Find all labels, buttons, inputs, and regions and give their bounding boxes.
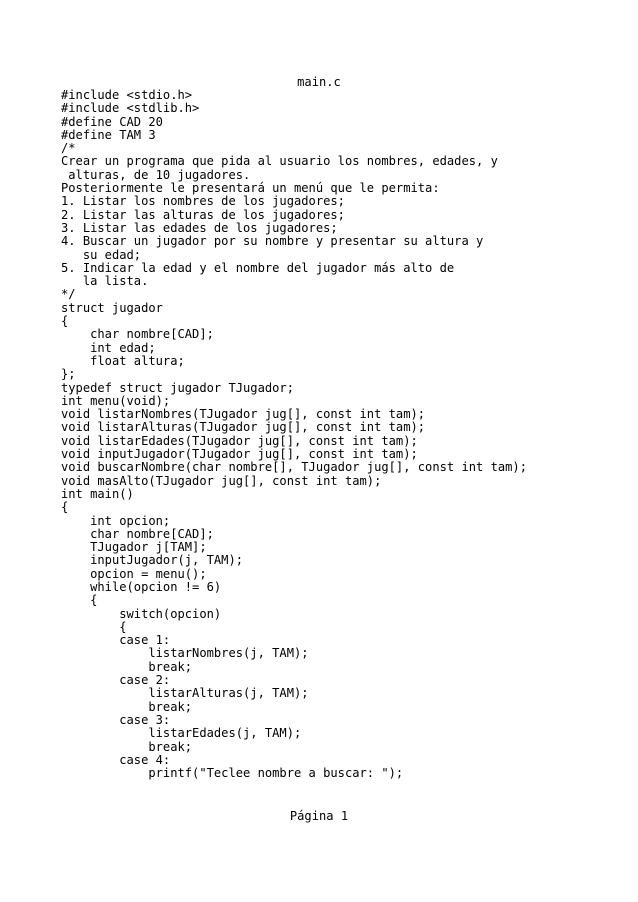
code-line: int main() [61, 486, 134, 501]
code-line: case 4: [61, 752, 171, 767]
code-line: case 1: [61, 633, 171, 648]
page-number: Página 1 [289, 809, 349, 823]
code-line: 2. Listar las alturas de los jugadores; [61, 207, 345, 222]
code-line: char nombre[CAD]; [61, 327, 214, 342]
code-line: void listarEdades(TJugador jug[], const int tam); [61, 433, 418, 448]
code-line: listarAlturas(j, TAM); [61, 686, 309, 701]
code-line: int menu(void); [61, 393, 171, 408]
code-line: void listarAlturas(TJugador jug[], const int tam); [61, 420, 426, 435]
code-line: switch(opcion) [61, 606, 222, 621]
code-line: TJugador j[TAM]; [61, 540, 207, 555]
code-line: void buscarNombre(char nombre[], TJugador jug[], const int tam); [61, 460, 527, 475]
code-line: struct jugador [61, 300, 163, 315]
code-line: Posteriormente le presentará un menú que le permita: [61, 181, 440, 196]
code-line: void listarNombres(TJugador jug[], const int tam); [61, 407, 426, 422]
code-line: opcion = menu(); [61, 566, 207, 581]
code-line: #include <stdlib.h> [61, 101, 200, 116]
code-line: { [61, 500, 69, 515]
code-line: while(opcion != 6) [61, 579, 222, 594]
code-line: listarEdades(j, TAM); [61, 726, 302, 741]
code-line: la lista. [61, 274, 149, 289]
code-line: { [61, 593, 98, 608]
file-title: main.c [297, 75, 341, 89]
code-line: void inputJugador(TJugador jug[], const int tam); [61, 447, 418, 462]
code-line: listarNombres(j, TAM); [61, 646, 309, 661]
code-line: Crear un programa que pida al usuario los nombres, edades, y [61, 154, 498, 169]
code-line: void masAlto(TJugador jug[], const int tam); [61, 473, 382, 488]
code-line: char nombre[CAD]; [61, 526, 214, 541]
code-line: 5. Indicar la edad y el nombre del jugador más alto de [61, 260, 455, 275]
code-line: inputJugador(j, TAM); [61, 553, 244, 568]
code-line: { [61, 619, 127, 634]
code-line: typedef struct jugador TJugador; [61, 380, 294, 395]
code-line: #include <stdio.h> [61, 88, 193, 102]
code-line: /* [61, 141, 76, 156]
code-line: float altura; [61, 353, 185, 368]
code-line: { [61, 314, 69, 329]
code-line: case 3: [61, 712, 171, 727]
code-line: break; [61, 659, 193, 674]
code-listing [61, 89, 621, 780]
code-line: case 2: [61, 673, 171, 688]
code-line: #define TAM 3 [61, 127, 156, 142]
code-line: }; [61, 367, 76, 382]
code-line: 4. Buscar un jugador por su nombre y presentar su altura y [61, 234, 484, 249]
code-line: su edad; [61, 247, 142, 262]
code-line: printf("Teclee nombre a buscar: "); [61, 766, 404, 781]
code-line: break; [61, 739, 193, 754]
code-line: 3. Listar las edades de los jugadores; [61, 220, 338, 235]
code-line: break; [61, 699, 193, 714]
code-line: alturas, de 10 jugadores. [61, 167, 251, 182]
code-line: #define CAD 20 [61, 114, 163, 129]
code-line: 1. Listar los nombres de los jugadores; [61, 194, 345, 209]
code-line: int edad; [61, 340, 156, 355]
code-line: */ [61, 287, 76, 302]
code-line: int opcion; [61, 513, 171, 528]
